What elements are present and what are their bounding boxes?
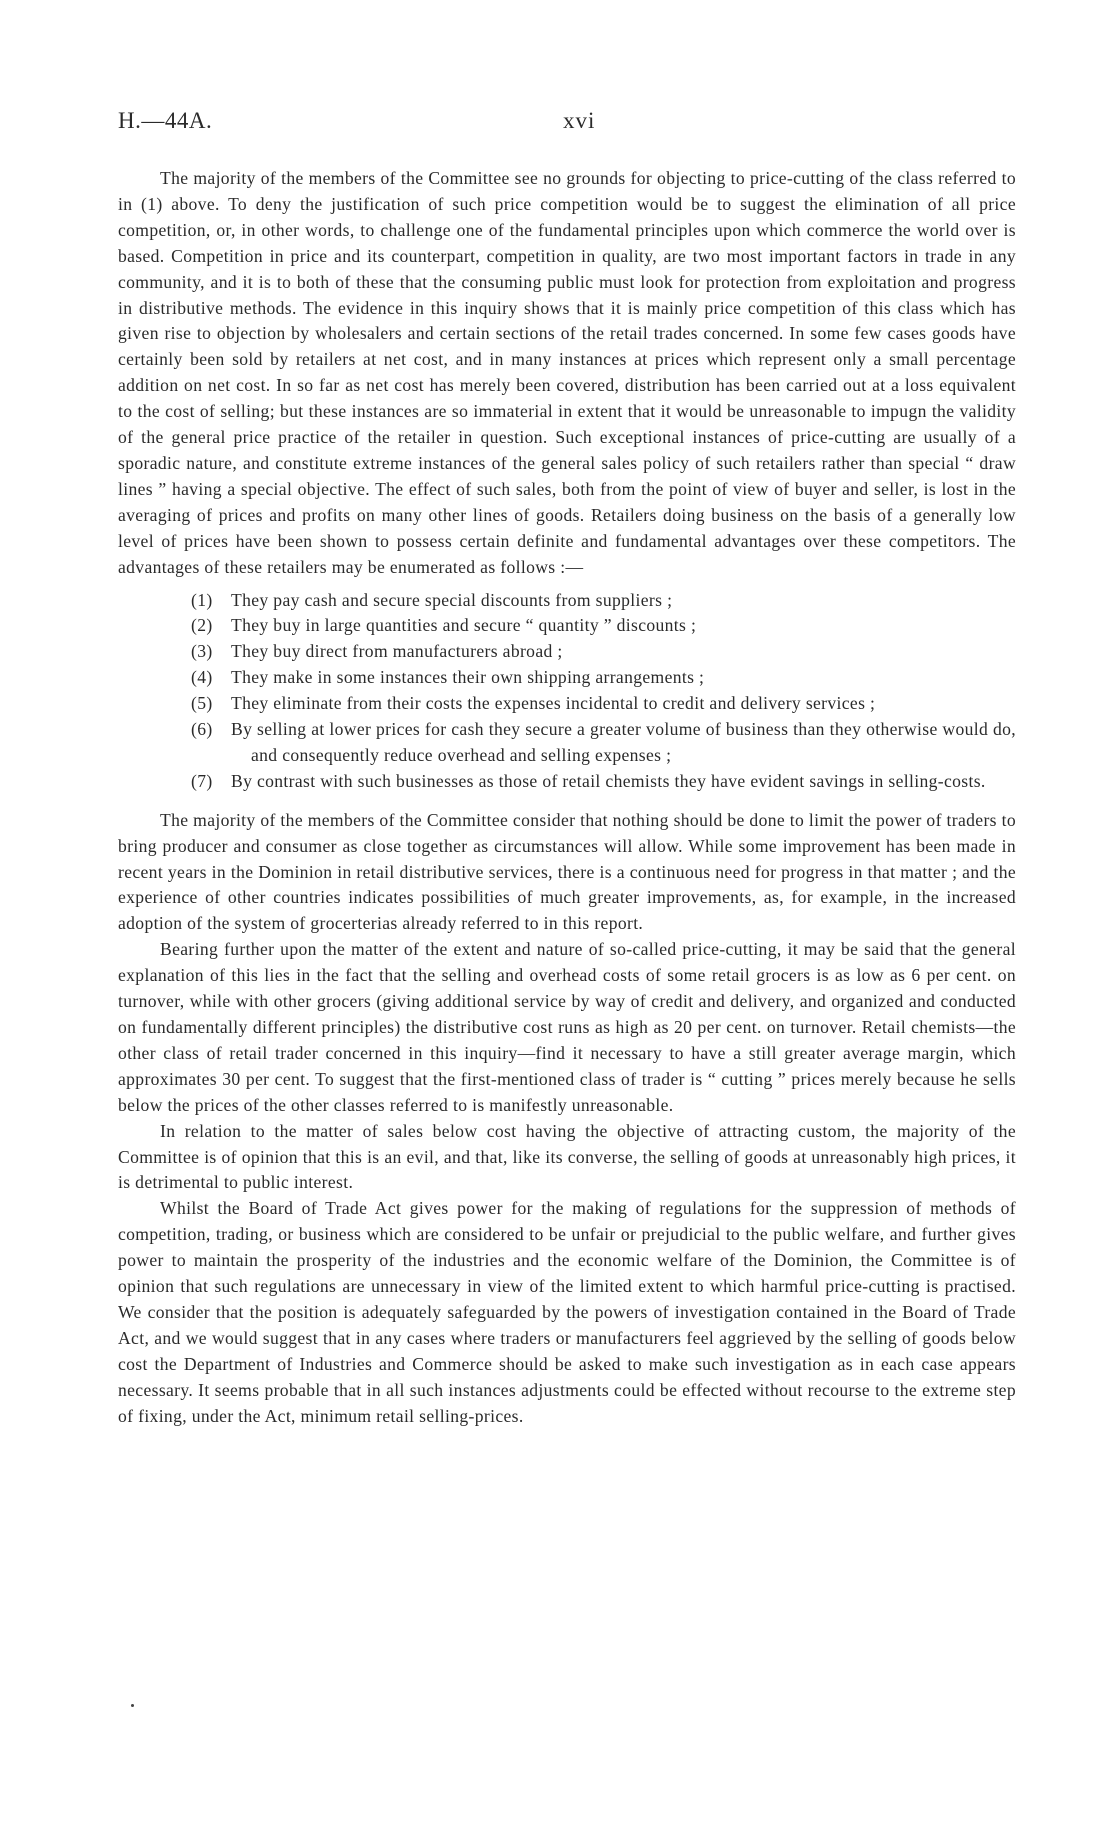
list-item-text: They make in some instances their own shipping arrangements ;	[231, 667, 705, 688]
paragraph-board-of-trade-act: Whilst the Board of Trade Act gives power for the making of regulations for the suppression of methods of competition, trading, or business which are considered to be unfair or prejudicial to the public welfare, and further gives power to maintain the prosperity of the industries and the economic welfare of the Dominion, the Committee is of opinion that such regulations are unnecessary in view of the limited extent to which harmful price-cutting is practised. We consider that the position is adequately safeguarded by the powers of investigation contained in the Board of Trade Act, and we would suggest that in any cases where traders or manufacturers feel aggrieved by the selling of goods below cost the Department of Industries and Commerce should be asked to make such investigation as in each case appears necessary. It seems probable that in all such instances adjustments could be effected without recourse to the extreme step of fixing, under the Act, minimum retail selling-prices.	[118, 1198, 1016, 1426]
list-item-text: They buy in large quantities and secure “ quantity ” discounts ;	[231, 615, 697, 636]
list-item-number: (1)	[191, 589, 213, 610]
list-item-number: (7)	[191, 770, 213, 791]
paragraph-sales-below-cost: In relation to the matter of sales below cost having the objective of attracting custom, the majority of the Committee is of opinion that this is an evil, and that, like its converse, the selling of goods at unreasonably high prices, it is detrimental to public interest.	[118, 1120, 1016, 1193]
paragraph-distributive-costs: Bearing further upon the matter of the extent and nature of so-called price-cutting, it may be said that the general explanation of this lies in the fact that the selling and overhead costs of some retail grocers is as low as 6 per cent. on turnover, while with other grocers (giving additional service by way of credit and delivery, and organized and conducted on fundamentally different principles) the distributive cost runs as high as 20 per cent. on turnover. Retail chemists—the other class of retail trader concerned in this inquiry—find it necessary to have a still greater average margin, which approximates 30 per cent. To suggest that the first-mentioned class of trader is “ cutting ” prices merely because he sells below the prices of the other classes referred to is manifestly unreasonable.	[118, 939, 1016, 1115]
advantages-list	[118, 588, 1016, 795]
list-item-number: (3)	[191, 641, 213, 662]
list-item-text: They eliminate from their costs the expenses incidental to credit and delivery services ;	[231, 693, 876, 714]
list-item-text: By selling at lower prices for cash they secure a greater volume of business than they otherwise would do, and consequently reduce overhead and selling expenses ;	[231, 719, 1016, 765]
list-item-number: (2)	[191, 615, 213, 636]
list-item-number: (5)	[191, 693, 213, 714]
list-item	[118, 613, 1016, 639]
list-item-text: By contrast with such businesses as those of retail chemists they have evident savings in selling-costs.	[231, 770, 986, 791]
page-header	[118, 108, 1018, 138]
list-item-text: They buy direct from manufacturers abroad ;	[231, 641, 563, 662]
list-item	[118, 588, 1016, 614]
page-number: xvi	[563, 108, 596, 133]
paragraph-traders-power: The majority of the members of the Committee consider that nothing should be done to limit the power of traders to bring producer and consumer as close together as circumstances will allow. While some improvement has been made in recent years in the Dominion in retail distributive services, there is a continuous need for progress in that matter ; and the experience of other countries indicates possibilities of much greater improvements, as, for example, in the increased adoption of the system of grocerterias already referred to in this report.	[118, 809, 1016, 934]
paragraph-price-cutting: The majority of the members of the Committee see no grounds for objecting to price-cutting of the class referred to in (1) above. To deny the justification of such price competition would be to suggest the elimination of all price competition, or, in other words, to challenge one of the fundamental principles upon which commerce the world over is based. Competition in price and its counterpart, competition in quality, are two most important factors in trade in any community, and it is to both of these that the consuming public must look for protection from exploitation and progress in distributive methods. The evidence in this inquiry shows that it is mainly price competition of this class which has given rise to objection by wholesalers and certain sections of the retail trades concerned. In some few cases goods have certainly been sold by retailers at net cost, and in many instances at prices which represent only a small percentage addition on net cost. In so far as net cost has merely been covered, distribution has been carried out at a loss equivalent to the cost of selling; but these instances are so immaterial in extent that it would be unreasonable to impugn the validity of the general price practice of the retailer in question. Such exceptional instances of price-cutting are usually of a sporadic nature, and constitute extreme instances of the general sales policy of such retailers rather than special “ draw lines ” having a special objective. The effect of such sales, both from the point of view of buyer and seller, is lost in the averaging of prices and profits on many other lines of goods. Retailers doing business on the basis of a generally low level of prices have been shown to possess certain definite and fundamental advantages over these competitors. The advantages of these retailers may be enumerated as follows :—	[118, 168, 1016, 577]
stray-mark	[131, 1704, 134, 1707]
list-item	[118, 717, 1016, 769]
document-id: H.—44A.	[118, 108, 213, 133]
list-item-number: (6)	[191, 719, 213, 740]
list-item-text: They pay cash and secure special discounts from suppliers ;	[231, 589, 673, 610]
list-item	[118, 639, 1016, 665]
list-item	[118, 769, 1016, 795]
list-item-number: (4)	[191, 667, 213, 688]
list-item	[118, 665, 1016, 691]
list-item	[118, 691, 1016, 717]
body-text	[118, 166, 1016, 1430]
